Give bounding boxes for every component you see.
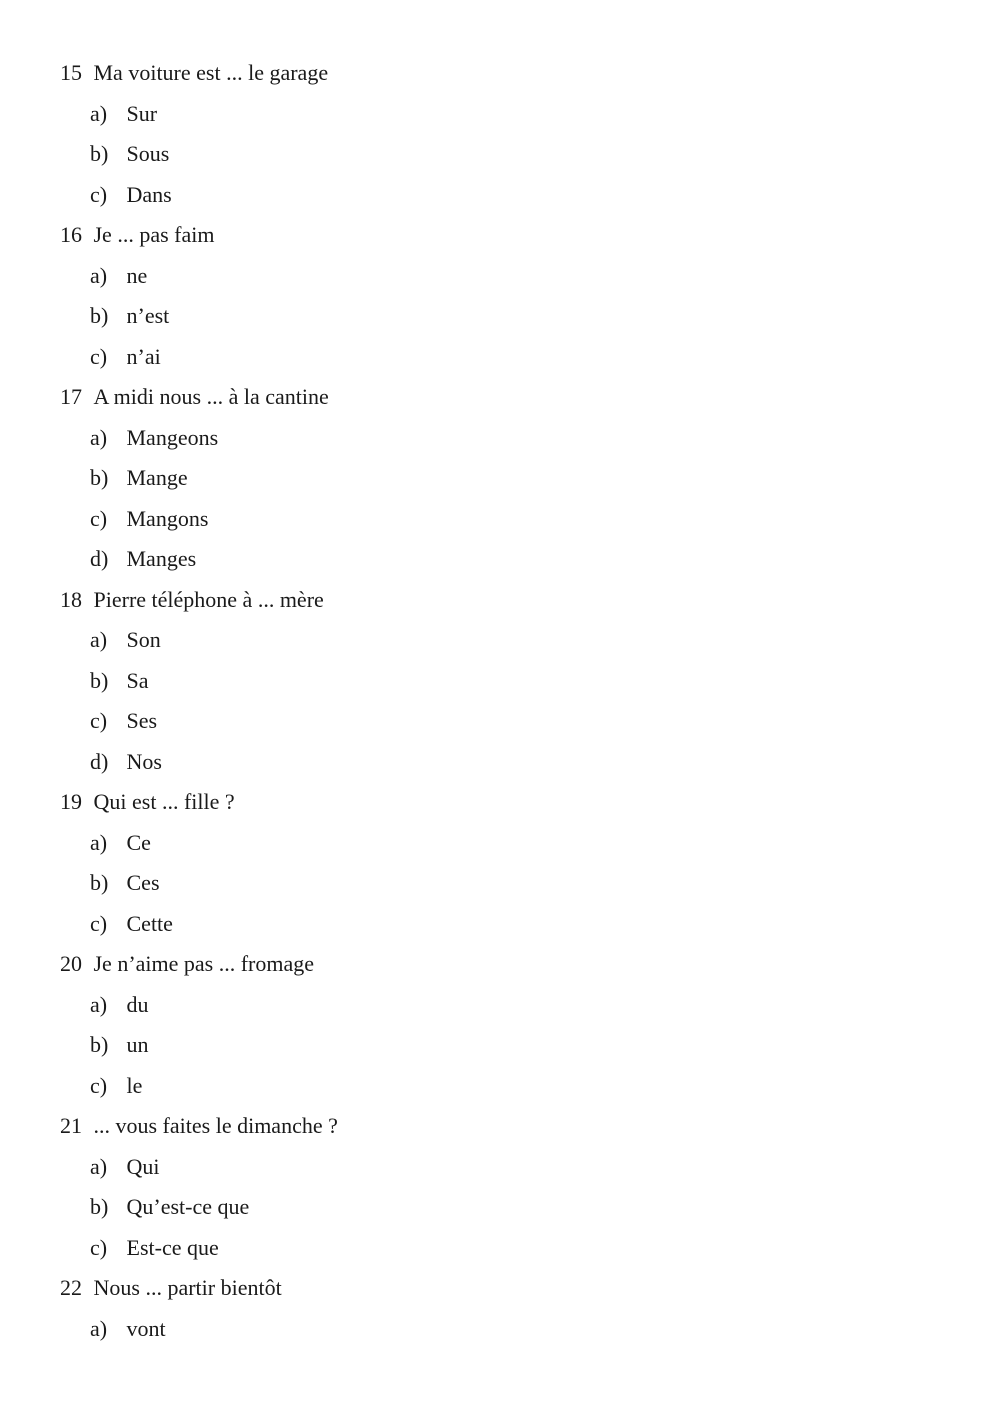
- option-letter: b): [90, 1194, 109, 1219]
- question-number: 19: [60, 789, 82, 814]
- answer-option-20-c[interactable]: [60, 1066, 960, 1107]
- option-text: Mange: [126, 465, 188, 490]
- option-letter: c): [90, 910, 108, 936]
- question-17: [60, 377, 960, 580]
- answer-options: [60, 985, 960, 1107]
- option-letter: b): [90, 303, 109, 328]
- question-18: [60, 580, 960, 783]
- option-letter: c): [90, 343, 108, 369]
- option-letter: c): [90, 708, 108, 733]
- option-letter: d): [90, 546, 109, 571]
- question-number: 15: [60, 60, 82, 85]
- question-text: Ma voiture est ... le garage: [93, 60, 329, 85]
- question-number: 17: [60, 384, 82, 409]
- question-20: [60, 944, 960, 1106]
- question-prompt: [60, 377, 960, 418]
- answer-option-17-b[interactable]: [60, 458, 960, 499]
- answer-options: [60, 620, 960, 782]
- option-text: ne: [126, 262, 148, 288]
- answer-option-19-c[interactable]: [60, 904, 960, 945]
- answer-options: [60, 1309, 960, 1350]
- option-letter: b): [90, 1032, 109, 1057]
- question-text: Nous ... partir bientôt: [93, 1275, 282, 1300]
- question-number: 20: [60, 951, 82, 976]
- question-prompt: [60, 53, 960, 94]
- question-prompt: [60, 944, 960, 985]
- option-text: n’ai: [126, 343, 161, 369]
- question-number: 18: [60, 586, 82, 612]
- question-text: Pierre téléphone à ... mère: [93, 586, 324, 612]
- option-text: Dans: [126, 181, 172, 207]
- answer-option-17-d[interactable]: [60, 539, 960, 580]
- option-text: Sous: [126, 141, 170, 166]
- option-letter: c): [90, 1072, 108, 1098]
- answer-option-16-c[interactable]: [60, 337, 960, 378]
- option-text: Ses: [126, 708, 158, 733]
- answer-option-22-a[interactable]: [60, 1309, 960, 1350]
- option-letter: a): [90, 100, 108, 126]
- answer-option-21-b[interactable]: [60, 1187, 960, 1228]
- option-text: Ce: [126, 829, 151, 855]
- question-prompt: [60, 1268, 960, 1309]
- question-prompt: [60, 1106, 960, 1147]
- question-list: [60, 53, 960, 1349]
- option-text: Qui: [126, 1153, 160, 1179]
- question-16: [60, 215, 960, 377]
- answer-option-21-c[interactable]: [60, 1228, 960, 1269]
- option-text: Est-ce que: [126, 1234, 219, 1260]
- question-number: 16: [60, 222, 82, 247]
- option-letter: c): [90, 1234, 108, 1260]
- answer-options: [60, 1147, 960, 1269]
- answer-option-17-a[interactable]: [60, 418, 960, 459]
- answer-option-18-b[interactable]: [60, 661, 960, 702]
- option-text: le: [126, 1072, 143, 1098]
- answer-options: [60, 94, 960, 216]
- answer-option-20-a[interactable]: [60, 985, 960, 1026]
- option-letter: c): [90, 505, 108, 531]
- answer-option-16-a[interactable]: [60, 256, 960, 297]
- option-text: Mangons: [126, 505, 209, 531]
- option-text: Mangeons: [126, 424, 219, 450]
- answer-options: [60, 418, 960, 580]
- answer-options: [60, 256, 960, 378]
- question-text: Je ... pas faim: [93, 222, 215, 247]
- question-number: 21: [60, 1113, 82, 1138]
- answer-option-16-b[interactable]: [60, 296, 960, 337]
- option-letter: b): [90, 870, 109, 895]
- option-letter: a): [90, 627, 108, 652]
- question-15: [60, 53, 960, 215]
- option-text: Cette: [126, 910, 173, 936]
- option-letter: b): [90, 465, 109, 490]
- option-text: n’est: [126, 303, 170, 328]
- option-text: vont: [126, 1315, 166, 1341]
- question-22: [60, 1268, 960, 1349]
- option-letter: a): [90, 829, 108, 855]
- option-text: Nos: [126, 748, 162, 774]
- option-letter: a): [90, 1153, 108, 1179]
- answer-option-15-b[interactable]: [60, 134, 960, 175]
- option-letter: a): [90, 424, 108, 450]
- answer-option-21-a[interactable]: [60, 1147, 960, 1188]
- option-text: un: [126, 1032, 149, 1057]
- option-letter: b): [90, 141, 109, 166]
- answer-options: [60, 823, 960, 945]
- option-letter: a): [90, 991, 108, 1017]
- option-letter: c): [90, 181, 108, 207]
- answer-option-18-d[interactable]: [60, 742, 960, 783]
- answer-option-15-c[interactable]: [60, 175, 960, 216]
- answer-option-18-a[interactable]: [60, 620, 960, 661]
- option-letter: a): [90, 262, 108, 288]
- question-text: ... vous faites le dimanche ?: [93, 1113, 338, 1138]
- answer-option-15-a[interactable]: [60, 94, 960, 135]
- question-text: A midi nous ... à la cantine: [93, 384, 329, 409]
- option-text: Manges: [126, 546, 197, 571]
- option-text: du: [126, 991, 149, 1017]
- question-21: [60, 1106, 960, 1268]
- question-text: Qui est ... fille ?: [93, 789, 235, 814]
- option-text: Son: [126, 627, 161, 652]
- answer-option-20-b[interactable]: [60, 1025, 960, 1066]
- question-prompt: [60, 782, 960, 823]
- option-letter: a): [90, 1315, 108, 1341]
- question-text: Je n’aime pas ... fromage: [93, 951, 315, 976]
- option-text: Ces: [126, 870, 160, 895]
- answer-option-17-c[interactable]: [60, 499, 960, 540]
- option-text: Qu’est-ce que: [126, 1194, 250, 1219]
- question-prompt: [60, 215, 960, 256]
- question-number: 22: [60, 1275, 82, 1300]
- option-text: Sur: [126, 100, 158, 126]
- answer-option-19-b[interactable]: [60, 863, 960, 904]
- question-19: [60, 782, 960, 944]
- answer-option-18-c[interactable]: [60, 701, 960, 742]
- answer-option-19-a[interactable]: [60, 823, 960, 864]
- option-letter: d): [90, 748, 109, 774]
- option-text: Sa: [126, 667, 149, 693]
- question-prompt: [60, 580, 960, 621]
- option-letter: b): [90, 667, 109, 693]
